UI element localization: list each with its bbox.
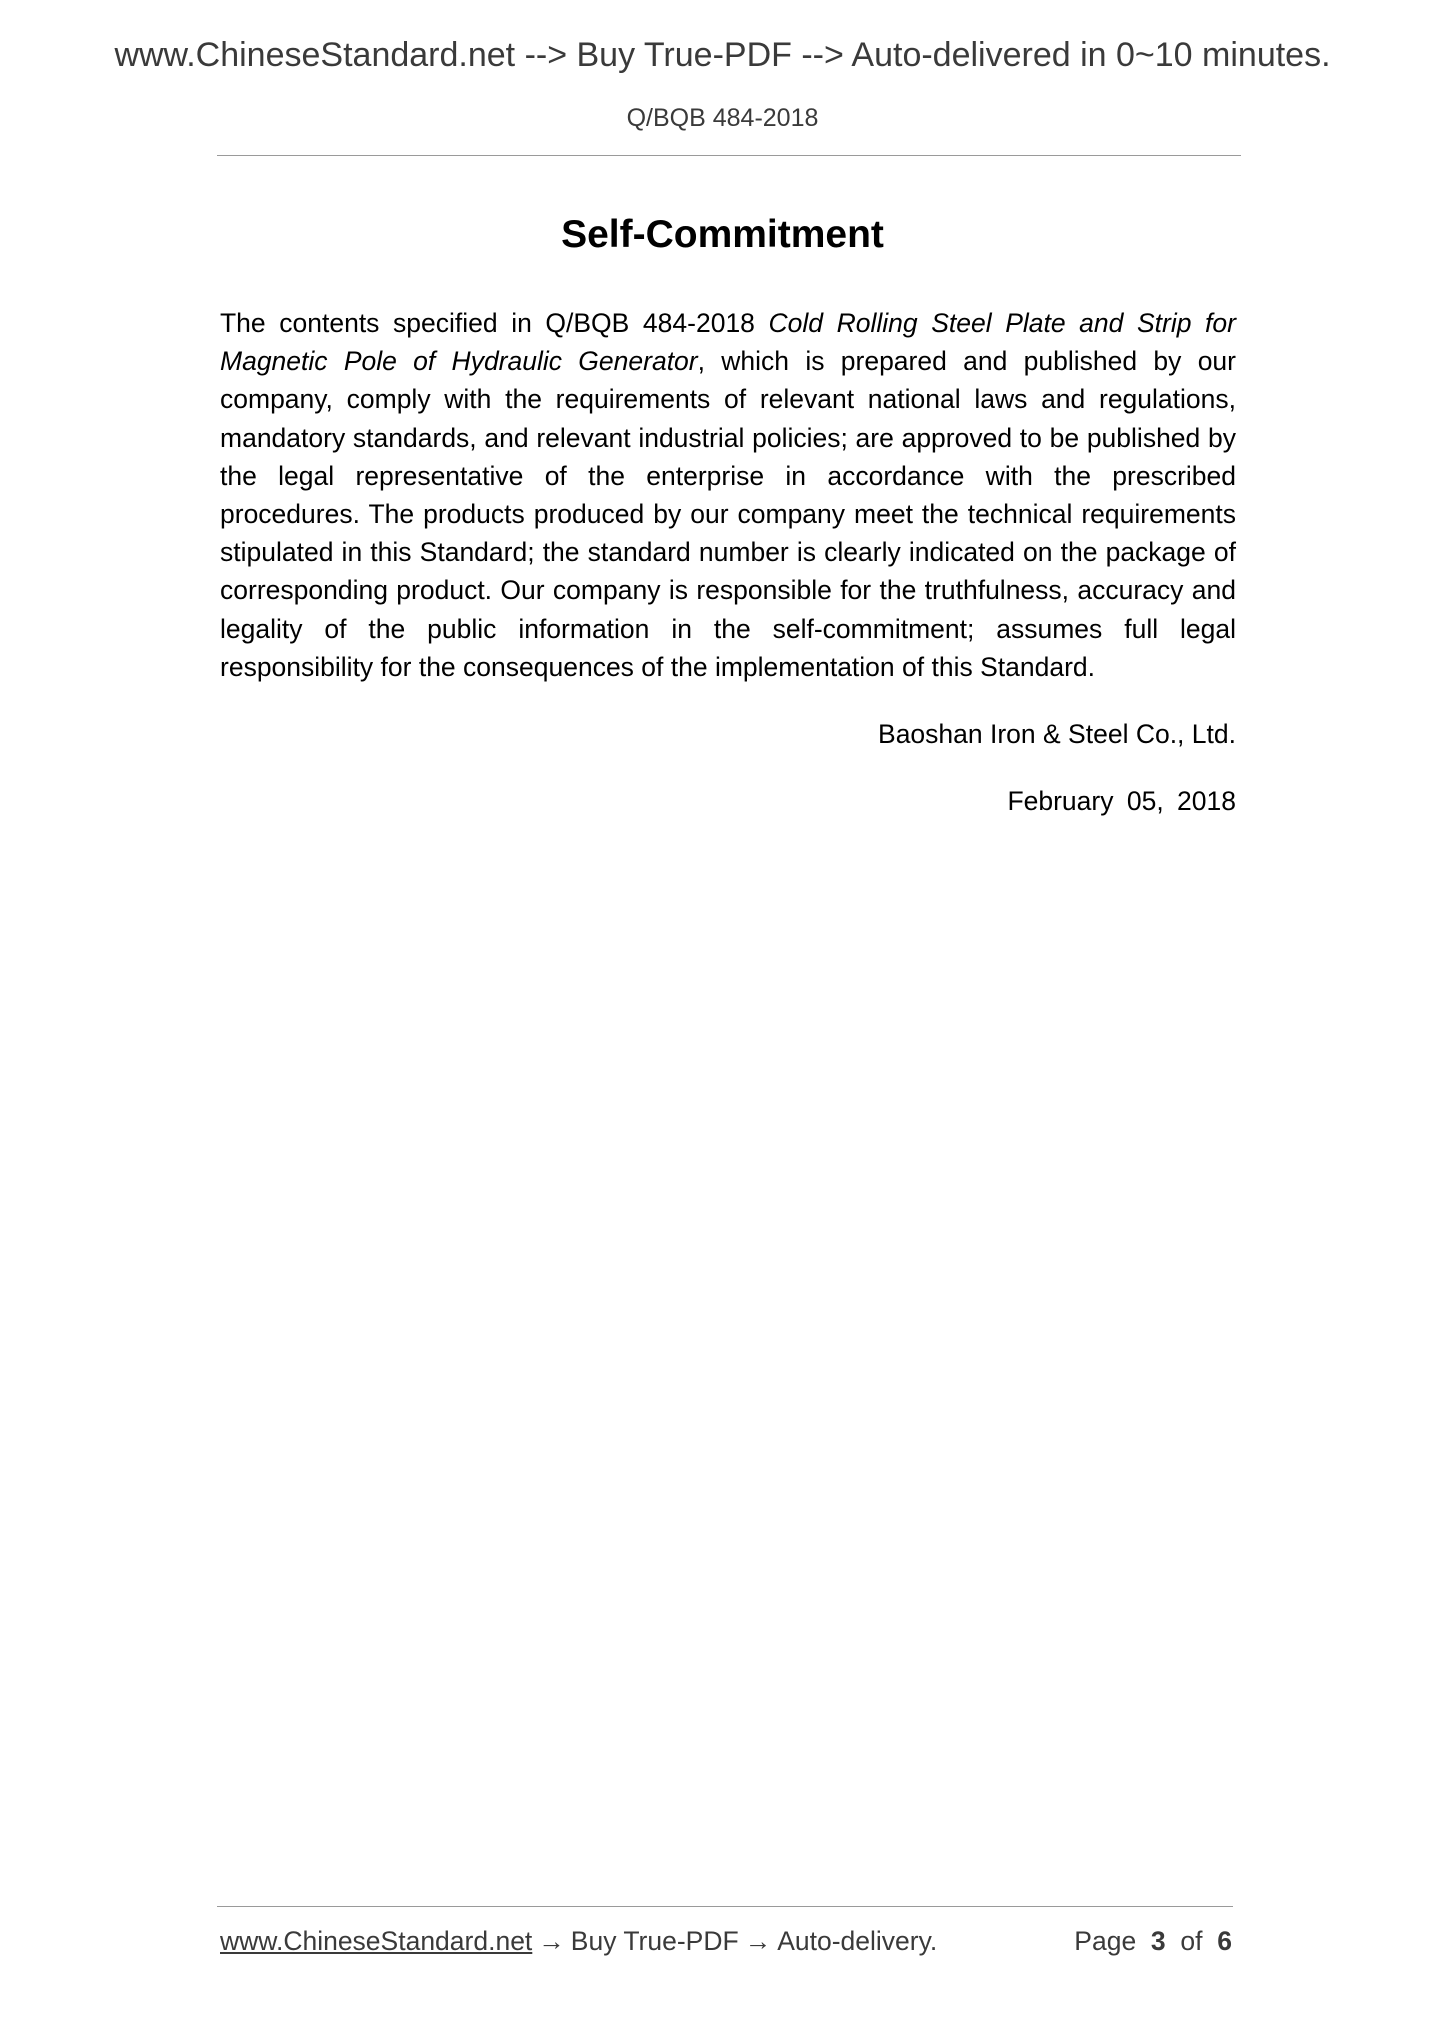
page-title: Self-Commitment (561, 213, 884, 256)
footer-site-link[interactable]: www.ChineseStandard.net (220, 1926, 533, 1956)
page-of: of (1180, 1926, 1203, 1956)
standard-title: Cold Rolling Steel Plate and Strip for Magnetic Pole of Hydraulic Generator (220, 308, 1236, 377)
paragraph-intro: The contents specified in Q/BQB 484-2018 (220, 308, 769, 338)
arrow-right-icon: → (538, 1926, 565, 1956)
paragraph-rest: , which is prepared and published by our company, comply with the requirements of relevant national laws and regulations, mandatory standards, and relevant industrial policies; are approved to be published by the legal representative of the enterprise in accordance with the prescribed procedures. The products produced by our company meet the technical requirements stipulated in this Standard; the standard number is clearly indicated on the package of corresponding product. Our company is responsible for the truthfulness, accuracy and legality of the public information in the self-commitment; assumes full legal responsibility for the consequences of the implementation of this Standard. (220, 346, 1236, 682)
arrow-right-icon: → (744, 1926, 772, 1956)
page-total: 6 (1217, 1926, 1232, 1956)
footer-divider (217, 1906, 1233, 1907)
top-banner: www.ChineseStandard.net --> Buy True-PDF --> Auto-delivered in 0~10 minutes. (114, 36, 1331, 74)
commitment-paragraph (220, 304, 1236, 686)
signature-date: February 05, 2018 (1007, 786, 1236, 816)
footer-links (220, 1926, 937, 1957)
document-number: Q/BQB 484-2018 (626, 104, 819, 132)
footer-buy-text: Buy True-PDF (570, 1926, 739, 1956)
footer-delivery-text: Auto-delivery. (777, 1926, 938, 1956)
page-label: Page (1074, 1926, 1137, 1956)
page-current: 3 (1150, 1926, 1166, 1956)
page-indicator (1074, 1926, 1232, 1957)
header-divider (217, 155, 1241, 156)
company-signature: Baoshan Iron & Steel Co., Ltd. (878, 719, 1236, 749)
